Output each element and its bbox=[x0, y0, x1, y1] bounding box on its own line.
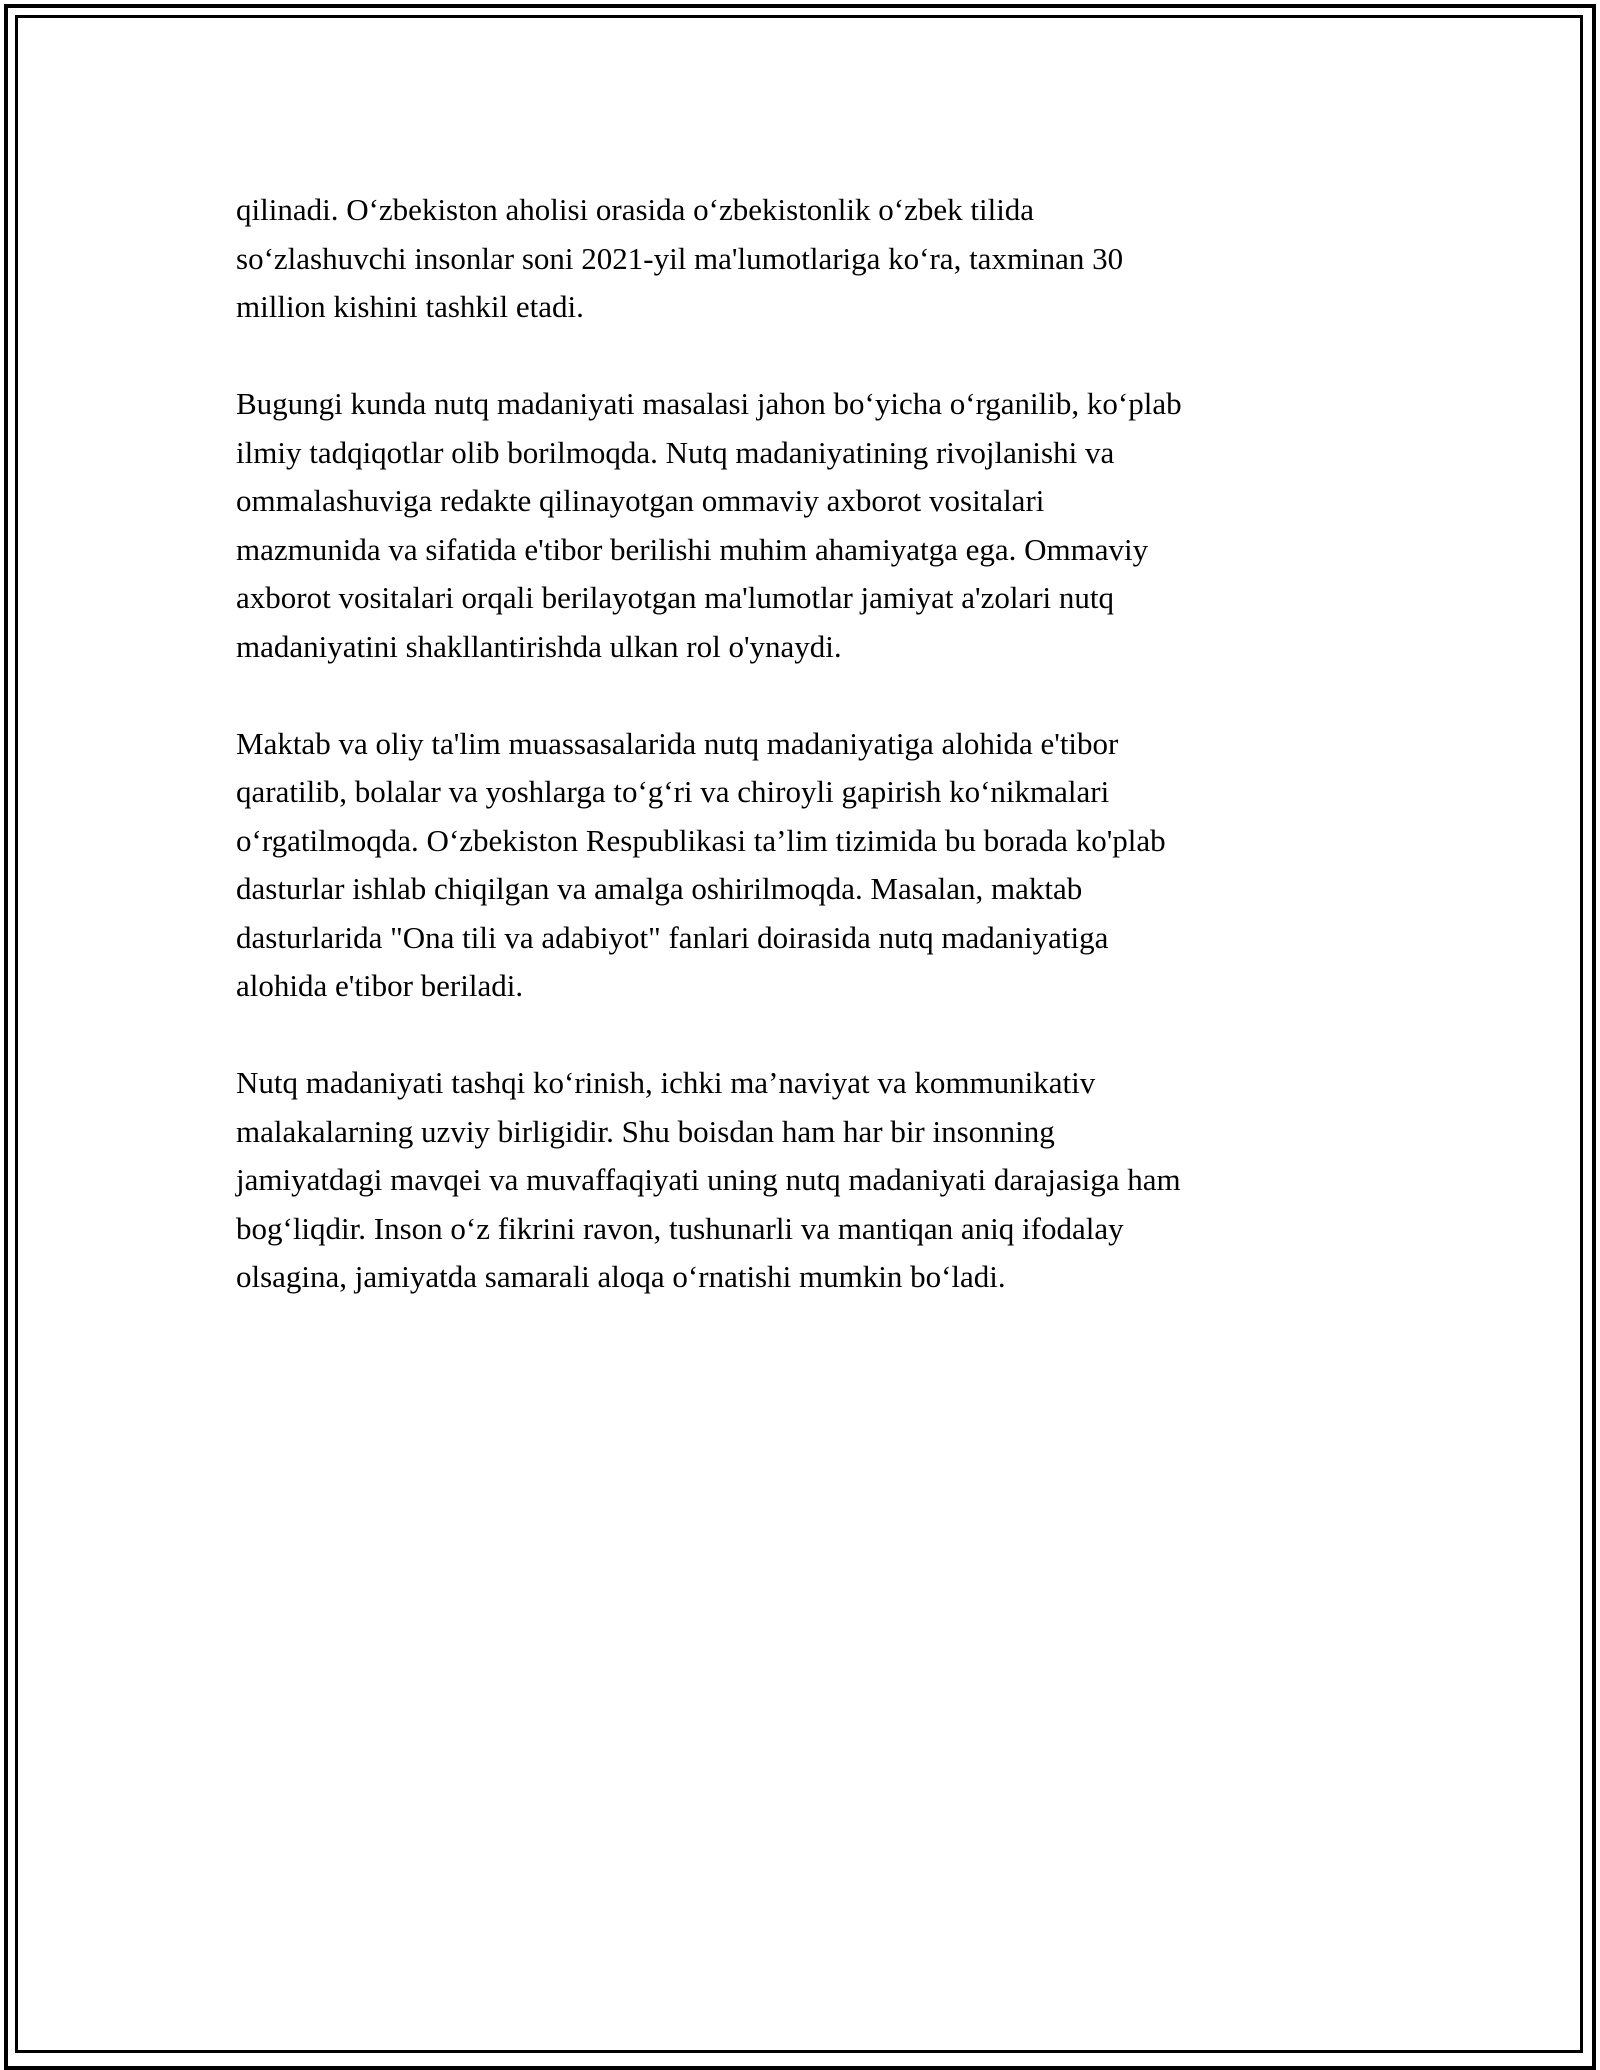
paragraph-4: Nutq madaniyati tashqi ko‘rinish, ichki ma’naviyat va kommunikativ malakalarning uzviy birligidir. Shu boisdan ham har bir insonning jamiyatdagi mavqei va muvaffaqiyati uning nutq madaniyati darajasiga ham bog‘liqdir. Inson o‘z fikrini ravon, tushunarli va mantiqan aniq ifodalay olsagina, jamiyatda samarali aloqa o‘rnatishi mumkin bo‘ladi. bbox=[236, 1065, 1181, 1294]
paragraph-2: Bugungi kunda nutq madaniyati masalasi jahon bo‘yicha o‘rganilib, ko‘plab ilmiy tadqiqotlar olib borilmoqda. Nutq madaniyatining rivojlanishi va ommalashuviga redakte qilinayotgan ommaviy axborot vositalari mazmunida va sifatida e'tibor berilishi muhim ahamiyatga ega. Ommaviy axborot vositalari orqali berilayotgan ma'lumotlar jamiyat a'zolari nutq madaniyatini shakllantirishda ulkan rol o'ynaydi. bbox=[236, 386, 1182, 664]
document-body bbox=[236, 186, 1366, 1350]
paragraph-3: Maktab va oliy ta'lim muassasalarida nutq madaniyatiga alohida e'tibor qaratilib, bolalar va yoshlarga to‘g‘ri va chiroyli gapirish ko‘nikmalari o‘rgatilmoqda. O‘zbekiston Respublikasi ta’lim tizimida bu borada ko'plab dasturlar ishlab chiqilgan va amalga oshirilmoqda. Masalan, maktab dasturlarida "Ona tili va adabiyot" fanlari doirasida nutq madaniyatiga alohida e'tibor beriladi. bbox=[236, 725, 1166, 1003]
paragraph-1: qilinadi. O‘zbekiston aholisi orasida o‘zbekistonlik o‘zbek tilida so‘zlashuvchi insonlar soni 2021-yil ma'lumotlariga ko‘ra, taxminan 30 million kishini tashkil etadi. bbox=[236, 192, 1124, 324]
